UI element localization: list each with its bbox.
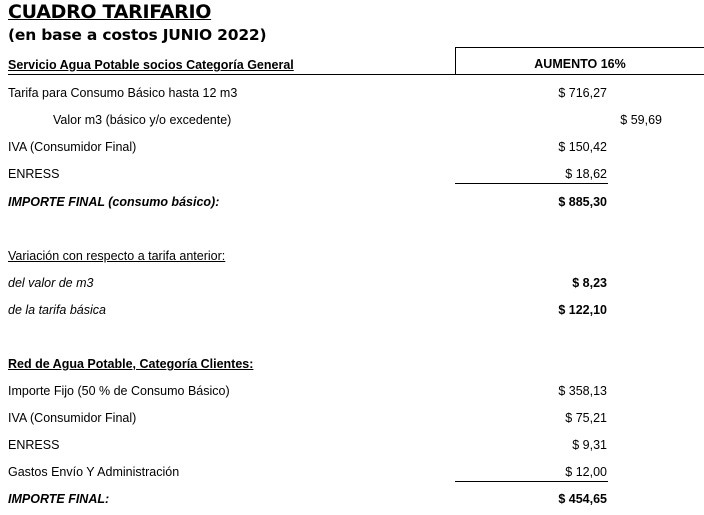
row-tarifa-basica-label: Tarifa para Consumo Básico hasta 12 m3 [8, 86, 238, 100]
page-title: CUADRO TARIFARIO [8, 1, 212, 23]
variation-m3-value: $ 8,23 [572, 276, 607, 290]
section1-heading: Servicio Agua Potable socios Categoría General [8, 58, 294, 72]
importe-final-value: $ 454,65 [558, 492, 607, 506]
column-header-aumento: AUMENTO 16% [534, 57, 626, 71]
row-enress-label: ENRESS [8, 167, 60, 181]
row-valor-m3-label: Valor m3 (básico y/o excedente) [53, 113, 232, 127]
page-subtitle: (en base a costos JUNIO 2022) [8, 26, 267, 44]
subtotal-line [455, 183, 608, 184]
row-enress2-label: ENRESS [8, 438, 60, 452]
importe-final-basico-value: $ 885,30 [558, 195, 607, 209]
row-iva2-label: IVA (Consumidor Final) [8, 411, 137, 425]
subtotal2-line [455, 481, 608, 482]
row-enress2-value: $ 9,31 [572, 438, 607, 452]
row-gastos-label: Gastos Envío Y Administración [8, 465, 180, 479]
variation-heading: Variación con respecto a tarifa anterior: [8, 249, 226, 263]
row-importe-fijo-value: $ 358,13 [558, 384, 607, 398]
row-tarifa-basica-value: $ 716,27 [558, 86, 607, 100]
row-iva-value: $ 150,42 [558, 140, 607, 154]
importe-final-basico-label: IMPORTE FINAL (consumo básico): [8, 195, 220, 209]
row-valor-m3-value: $ 59,69 [620, 113, 662, 127]
row-iva2-value: $ 75,21 [565, 411, 607, 425]
row-importe-fijo-label: Importe Fijo (50 % de Consumo Básico) [8, 384, 230, 398]
variation-tarifa-label: de la tarifa básica [8, 303, 106, 317]
row-gastos-value: $ 12,00 [565, 465, 607, 479]
row-enress-value: $ 18,62 [565, 167, 607, 181]
variation-tarifa-value: $ 122,10 [558, 303, 607, 317]
row-iva-label: IVA (Consumidor Final) [8, 140, 137, 154]
section2-heading: Red de Agua Potable, Categoría Clientes: [8, 357, 254, 371]
section1-divider [8, 74, 704, 75]
importe-final-label: IMPORTE FINAL: [8, 492, 110, 506]
variation-m3-label: del valor de m3 [8, 276, 94, 290]
